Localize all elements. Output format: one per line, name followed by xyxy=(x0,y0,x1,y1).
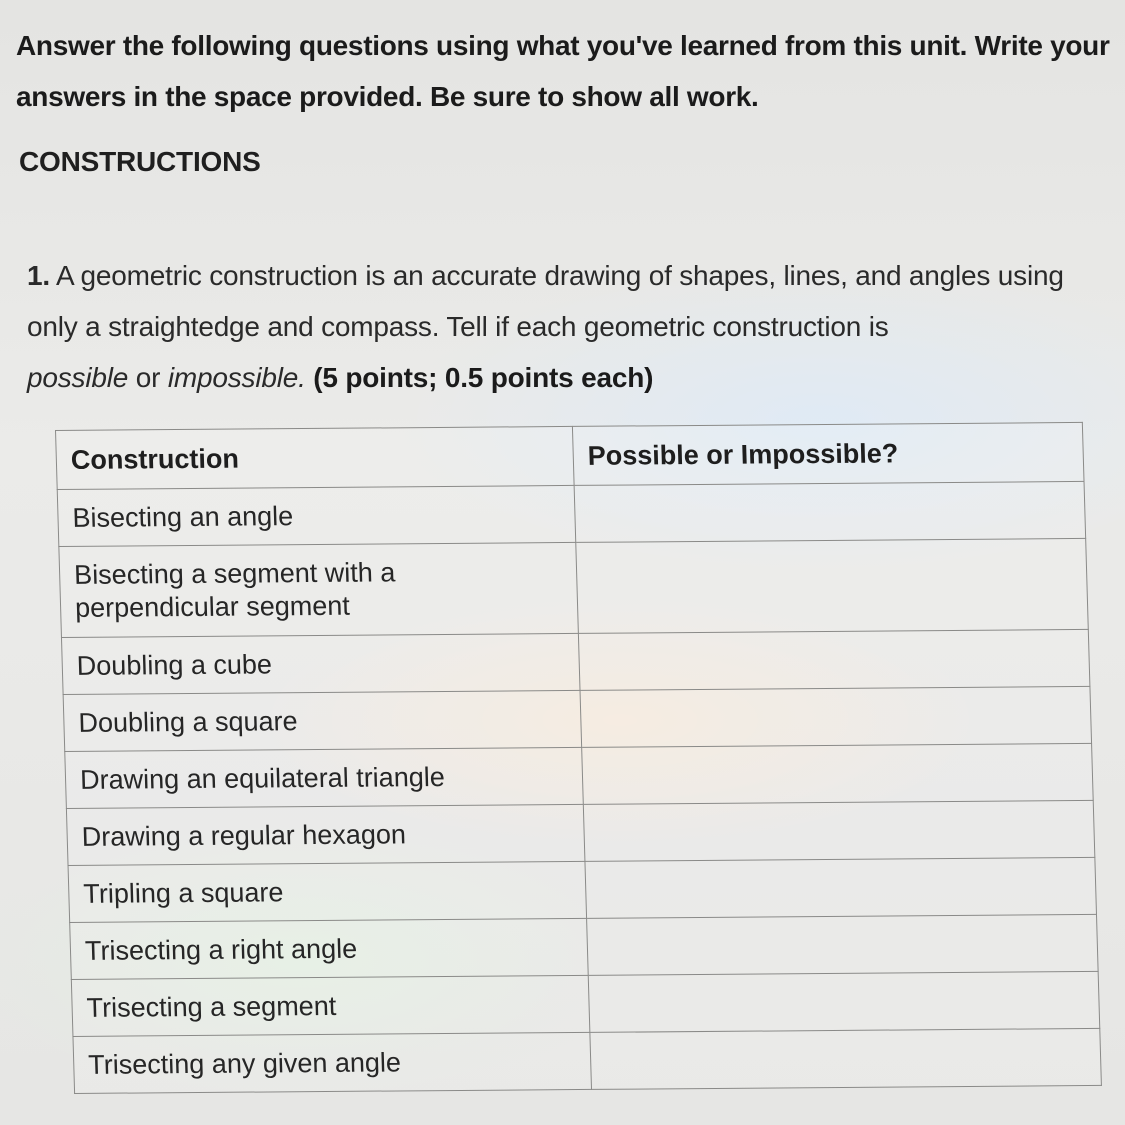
construction-cell: Bisecting an angle xyxy=(57,485,576,546)
constructions-table xyxy=(55,422,1102,1094)
question-number: 1. xyxy=(27,260,50,291)
table-row xyxy=(71,971,1099,1036)
construction-cell: Doubling a square xyxy=(63,690,582,751)
table-row xyxy=(63,686,1091,751)
table-row xyxy=(65,743,1093,808)
header-construction: Construction xyxy=(56,426,575,489)
option-impossible: impossible. xyxy=(167,362,306,393)
construction-cell: Trisecting a segment xyxy=(71,975,590,1036)
answer-cell[interactable] xyxy=(576,538,1089,633)
question-points: (5 points; 0.5 points each) xyxy=(313,362,654,393)
construction-cell: Trisecting any given angle xyxy=(73,1032,592,1093)
construction-cell: Doubling a cube xyxy=(61,633,580,694)
option-possible: possible xyxy=(27,362,129,393)
section-title: CONSTRUCTIONS xyxy=(19,146,261,177)
answer-cell[interactable] xyxy=(582,743,1094,804)
table-row xyxy=(57,481,1085,546)
option-connector: or xyxy=(135,362,161,393)
construction-cell: Drawing an equilateral triangle xyxy=(65,747,584,808)
table-row xyxy=(73,1028,1101,1093)
question-1 xyxy=(27,250,1087,403)
answer-cell[interactable] xyxy=(585,857,1097,918)
construction-cell: Trisecting a right angle xyxy=(70,918,589,979)
answer-cell[interactable] xyxy=(580,686,1092,747)
table-row xyxy=(70,914,1098,979)
table-row xyxy=(66,800,1094,865)
header-possible-impossible: Possible or Impossible? xyxy=(572,422,1084,485)
table-row xyxy=(68,857,1096,922)
question-text: A geometric construction is an accurate drawing of shapes, lines, and angles using only a straightedge and compass. Tell if each geometric construction is xyxy=(27,260,1064,342)
construction-cell: Drawing a regular hexagon xyxy=(66,804,585,865)
construction-cell: Tripling a square xyxy=(68,861,587,922)
answer-cell[interactable] xyxy=(578,629,1090,690)
table-header-row xyxy=(56,422,1084,489)
instructions-text: Answer the following questions using what you've learned from this unit. Write your answers in the space provided. Be sure to show all work. xyxy=(16,30,1110,112)
table-row xyxy=(59,538,1088,637)
table-row xyxy=(61,629,1089,694)
answer-cell[interactable] xyxy=(574,481,1086,542)
construction-cell: Bisecting a segment with a perpendicular segment xyxy=(59,542,579,637)
answer-cell[interactable] xyxy=(583,800,1095,861)
answer-cell[interactable] xyxy=(590,1028,1102,1089)
answer-cell[interactable] xyxy=(587,914,1099,975)
answer-cell[interactable] xyxy=(588,971,1100,1032)
